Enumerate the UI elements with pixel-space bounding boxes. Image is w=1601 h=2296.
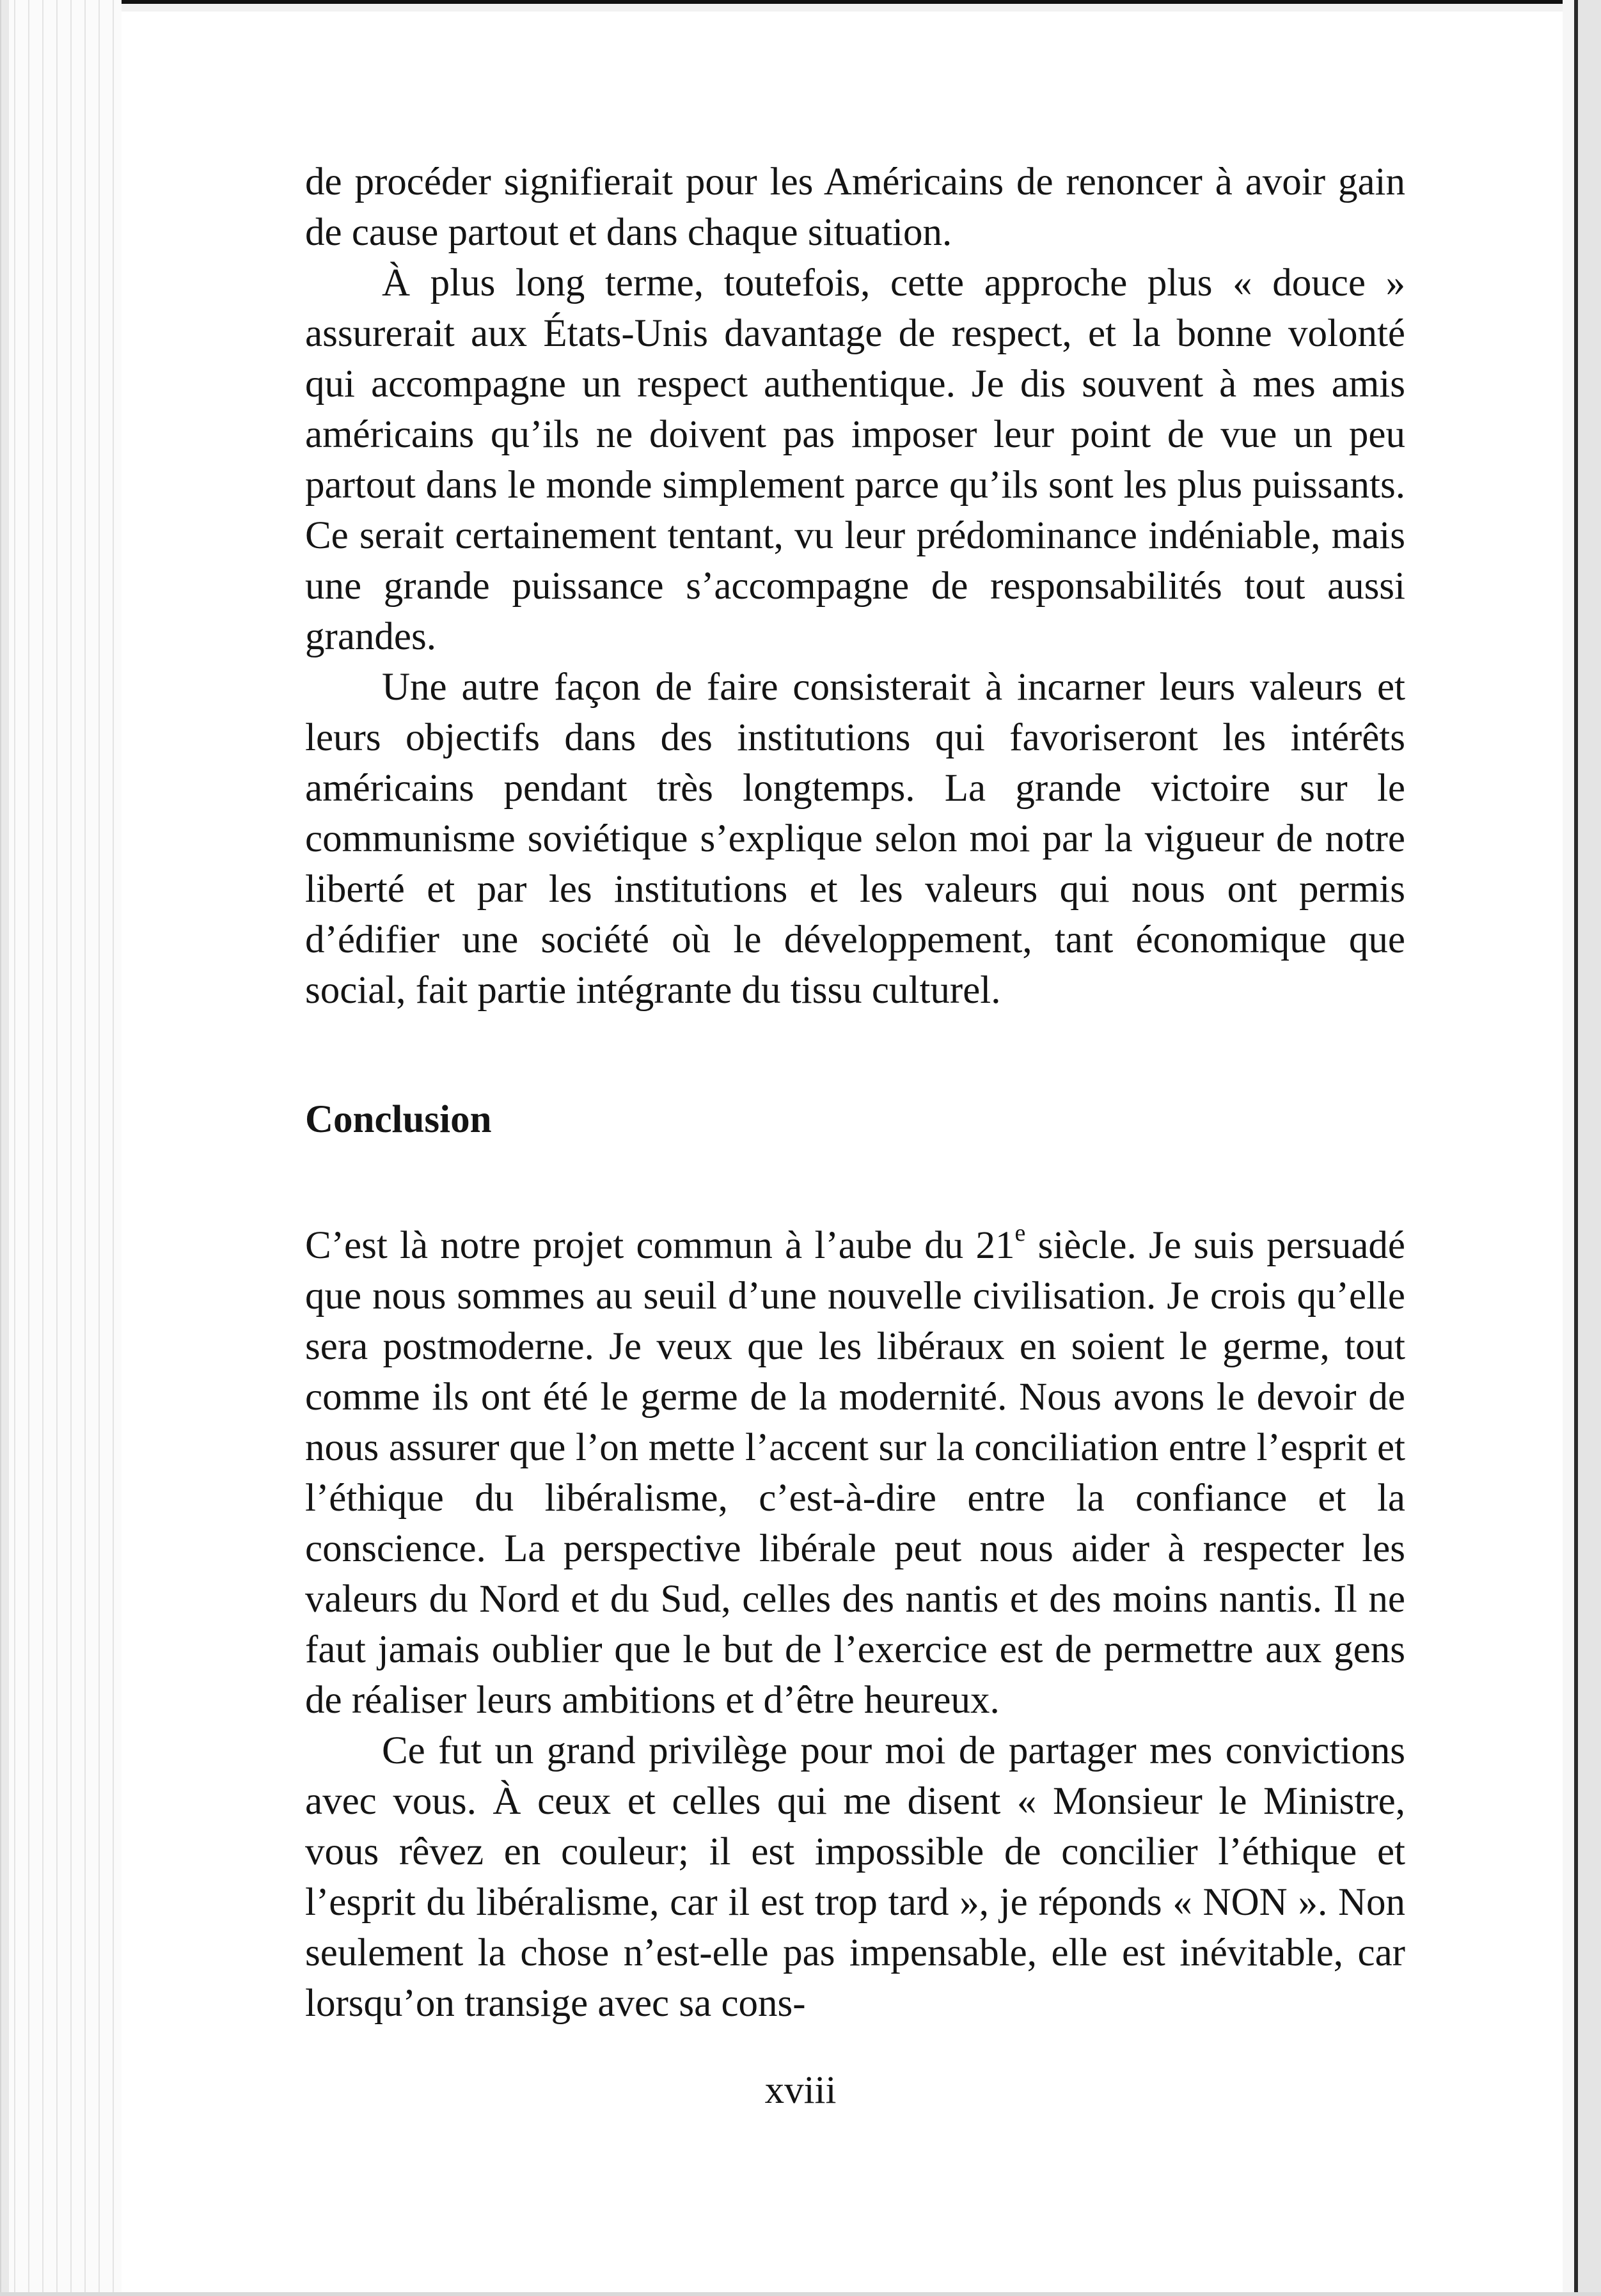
- paragraph-soft-approach: À plus long terme, toutefois, cette approche plus « douce » assurerait aux États-Unis davantage de respect, et la bonne volonté qui accompagne un respect authentique. Je dis souvent à mes amis américains qu’ils ne doivent pas imposer leur point de vue un peu partout dans le monde simplement parce qu’ils sont les plus puissants. Ce serait certainement tentant, vu leur prédominance indéniable, mais une grande puissance s’accompagne de responsabilités tout aussi grandes.: [305, 262, 1405, 658]
- scan-left-edge: [0, 0, 122, 2296]
- paragraph-conclusion-2: Ce fut un grand privilège pour moi de partager mes convictions avec vous. À ceux et celles qui me disent « Monsieur le Ministre, vous rêvez en couleur; il est impossible de concilier l’éthique et l’esprit du libéralisme, car il est trop tard », je réponds « NON ». Non seulement la chose n’est-elle pas impensable, elle est inévitable, car lorsqu’on transige avec sa cons-: [305, 1729, 1405, 2025]
- page-body: [305, 157, 1405, 2029]
- conclusion-1-text-end: siècle. Je suis persuadé que nous sommes au seuil d’une nouvelle civilisation. Je crois qu’elle sera postmoderne. Je veux que les libéraux en soient le germe, tout comme ils ont été le germe de la modernité. Nous avons le devoir de nous assurer que l’on mette l’accent sur la conciliation entre l’esprit et l’éthique du libéralisme, c’est-à-dire entre la confiance et la conscience. La perspective libérale peut nous aider à respecter les valeurs du Nord et du Sud, celles des nantis et des moins nantis. Il ne faut jamais oublier que le but de l’exercice est de permettre aux gens de réaliser leurs ambitions et d’être heureux.: [305, 1224, 1405, 1722]
- page-number: xviii: [764, 2069, 837, 2112]
- scan-top-edge: [0, 0, 1601, 12]
- section-heading-conclusion: Conclusion: [305, 1098, 492, 1141]
- paragraph-continuation: de procéder signifierait pour les Américains de renoncer à avoir gain de cause partout et dans chaque situation.: [305, 161, 1405, 254]
- paragraph-conclusion-1: [305, 1220, 1405, 1726]
- scan-right-edge: [1563, 0, 1601, 2296]
- conclusion-1-text-start: C’est là notre projet commun à l’aube du 21: [305, 1224, 1015, 1267]
- scan-bottom-edge: [0, 2277, 1601, 2296]
- ordinal-superscript: e: [1014, 1219, 1026, 1246]
- paragraph-institutions: Une autre façon de faire consisterait à incarner leurs valeurs et leurs objectifs dans des institutions qui favoriseront les intérêts américains pendant très longtemps. La grande victoire sur le communisme soviétique s’explique selon moi par la vigueur de notre liberté et par les institutions et les valeurs qui nous ont permis d’édifier une société où le développement, tant économique que social, fait partie intégrante du tissu culturel.: [305, 666, 1405, 1012]
